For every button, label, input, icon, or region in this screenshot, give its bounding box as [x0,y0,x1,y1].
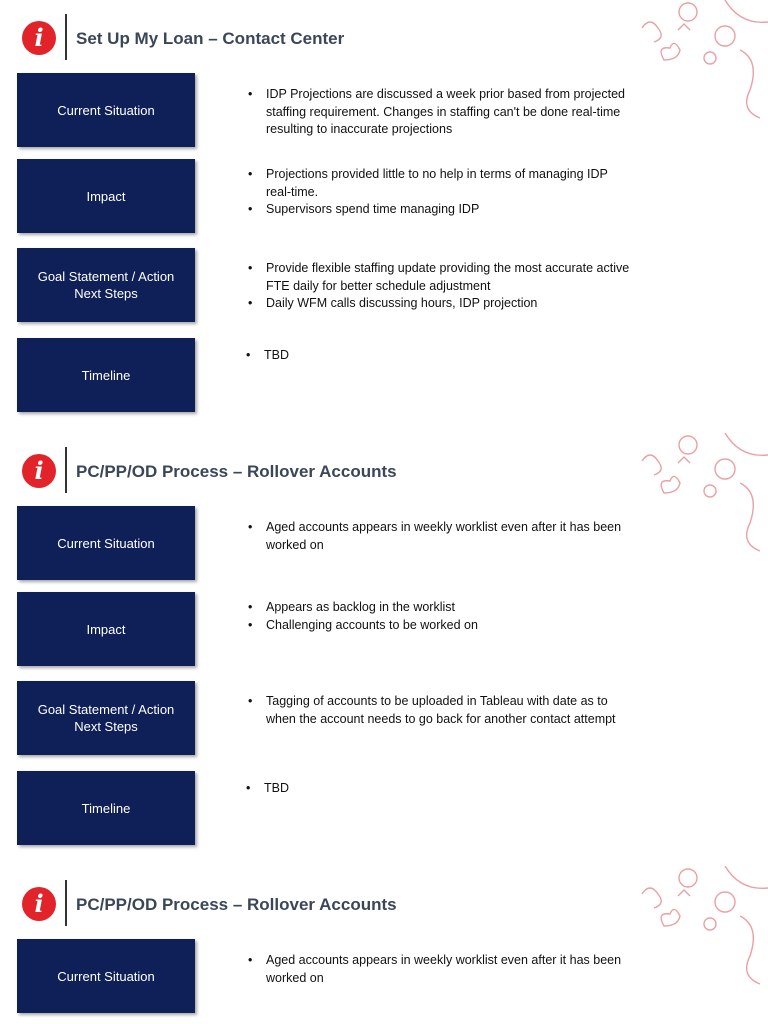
row-label-goal-statement [17,248,195,322]
row-label-text: Current Situation [57,535,155,551]
row-label-timeline [17,338,195,412]
slide-1 [0,0,768,433]
list-item: • Aged accounts appears in weekly worklist even after it has been worked on [248,519,633,554]
list-item: • Challenging accounts to be worked on [248,617,633,635]
list-item: • Daily WFM calls discussing hours, IDP projection [248,295,633,313]
row-label-current-situation [17,506,195,580]
list-item: • Aged accounts appears in weekly worklist even after it has been worked on [248,952,633,987]
row-label-text: Impact [86,188,126,204]
list-item: • IDP Projections are discussed a week prior based from projected staffing requirement. Changes in staffing can't be done real-time resulting to inaccurate projections [248,86,633,139]
bullet-list [248,599,633,634]
row-label-text: Timeline [81,367,131,383]
brand-logo-icon: i [22,21,56,55]
list-item: • Tagging of accounts to be uploaded in Tableau with date as to when the account needs to go back for another contact attempt [248,693,633,728]
slide-3 [0,866,768,1024]
list-item: • Appears as backlog in the worklist [248,599,633,617]
row-label-text: Timeline [81,800,131,816]
bullet-list [248,693,633,728]
bullet-list [248,86,633,139]
slide-2 [0,433,768,866]
row-label-current-situation [17,73,195,147]
row-label-goal-statement [17,681,195,755]
row-label-text: Goal Statement / Action Next Steps [37,702,175,734]
decorative-doodle-icon [630,433,768,553]
row-label-text: Goal Statement / Action Next Steps [37,269,175,301]
slide-title: Set Up My Loan – Contact Center [76,29,345,48]
slide-title: PC/PP/OD Process – Rollover Accounts [76,462,397,481]
row-label-impact [17,592,195,666]
list-item: • Projections provided little to no help in terms of managing IDP real-time. [248,166,633,201]
row-label-impact [17,159,195,233]
row-label-text: Impact [86,621,126,637]
bullet-list [246,347,631,365]
list-item: • TBD [246,780,631,798]
list-item: • Supervisors spend time managing IDP [248,201,633,219]
list-item: • TBD [246,347,631,365]
bullet-list [248,166,633,219]
row-label-text: Current Situation [57,102,155,118]
decorative-doodle-icon [630,866,768,986]
brand-logo-icon: i [22,454,56,488]
row-label-text: Current Situation [57,968,155,984]
title-divider [65,14,67,60]
bullet-list [248,519,633,554]
row-label-current-situation [17,939,195,1013]
bullet-list [248,260,633,313]
title-divider [65,447,67,493]
bullet-list [246,780,631,798]
decorative-doodle-icon [630,0,768,120]
bullet-list [248,952,633,987]
slide-title: PC/PP/OD Process – Rollover Accounts [76,895,397,914]
row-label-timeline [17,771,195,845]
brand-logo-icon: i [22,887,56,921]
title-divider [65,880,67,926]
list-item: • Provide flexible staffing update providing the most accurate active FTE daily for better schedule adjustment [248,260,633,295]
